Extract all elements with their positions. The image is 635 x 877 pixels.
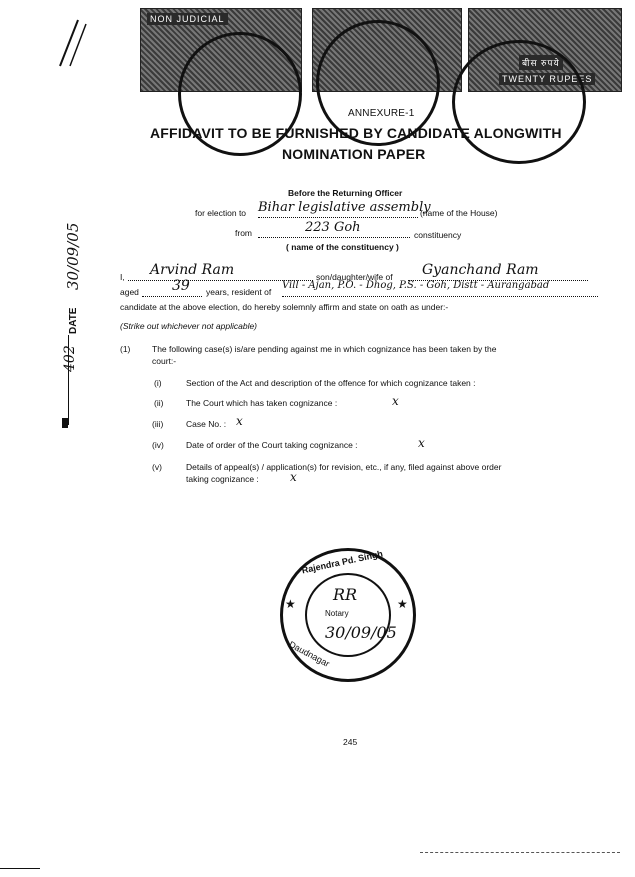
page-number: 245 [343, 737, 358, 747]
constituency-note: ( name of the constituency ) [286, 242, 399, 252]
margin-mark [62, 418, 68, 428]
notary-stamp-top-text: Rajendra Pd. Singh [300, 548, 384, 576]
years-label: years, resident of [206, 287, 272, 297]
from-value: 223 Goh [305, 220, 361, 235]
strike-note: (Strike out whichever not applicable) [120, 321, 258, 331]
declarant-prefix: I, [120, 272, 125, 282]
before-officer-text: Before the Returning Officer [288, 188, 403, 198]
subitem-number: (ii) [154, 398, 164, 408]
declarant-father: Gyanchand Ram [422, 262, 539, 278]
subitem-mark: x [290, 470, 297, 484]
from-suffix: constituency [414, 230, 462, 240]
subitem-number: (i) [154, 378, 162, 388]
aged-label: aged [120, 287, 139, 297]
bottom-edge-rule [0, 868, 40, 869]
cancellation-seal-3 [452, 40, 586, 164]
notary-signature: RR [333, 585, 358, 604]
age-underline [142, 296, 202, 297]
stamp-paper-right-hindi: बीस रुपये [519, 55, 563, 70]
subitem-text: Section of the Act and description of the offence for which cognizance taken : [186, 378, 476, 388]
election-prefix: for election to [195, 208, 247, 218]
election-value: Bihar legislative assembly [258, 200, 431, 215]
pen-stroke-mark [58, 18, 88, 68]
election-underline [258, 217, 418, 218]
margin-date-label: DATE [68, 307, 79, 334]
declarant-age: 39 [172, 278, 190, 294]
stamp-paper-right-text: TWENTY RUPEES [499, 73, 595, 85]
item1-number: (1) [120, 344, 131, 354]
notary-date: 30/09/05 [325, 623, 397, 642]
subitem-text: The Court which has taken cognizance : [186, 398, 338, 408]
margin-number: 402 [62, 345, 78, 372]
notary-label: Notary [325, 609, 349, 618]
subitem-text: Date of order of the Court taking cognizance : [186, 440, 358, 450]
address-underline [282, 296, 598, 297]
star-icon: ★ [397, 597, 408, 611]
declarant-statement: candidate at the above election, do hereby solemnly affirm and state on oath as under:- [120, 302, 449, 312]
bottom-edge-rule-right [420, 852, 620, 853]
notary-stamp-side-text: Daudnagar [287, 639, 332, 669]
subitem-mark: x [236, 414, 243, 428]
stamp-paper-left-text: NON JUDICIAL [147, 13, 228, 25]
subitem-number: (iv) [152, 440, 164, 450]
subitem-number: (v) [152, 462, 162, 472]
star-icon: ★ [285, 597, 296, 611]
item1-text-line2: court:- [152, 356, 177, 366]
subitem-mark: x [392, 394, 399, 408]
notary-stamp [280, 548, 416, 682]
document-title-line2: NOMINATION PAPER [282, 146, 426, 162]
document-title-line1: AFFIDAVIT TO BE FURNISHED BY CANDIDATE ALONGWITH [150, 125, 562, 141]
margin-date-value: 30/09/05 [64, 222, 82, 290]
subitem-text: Details of appeal(s) / application(s) for revision, etc., if any, filed against above order [186, 462, 502, 472]
declarant-address: Vill - Ajan, P.O. - Dhog, P.S. - Goh, Distt - Aurangabad [282, 280, 550, 291]
election-suffix: (name of the House) [420, 208, 498, 218]
subitem-mark: x [418, 436, 425, 450]
declarant-name: Arvind Ram [150, 262, 235, 278]
declarant-relation: son/daughter/wife of [316, 272, 393, 282]
subitem-text-continued: taking cognizance : [186, 474, 259, 484]
item1-text-line1: The following case(s) is/are pending against me in which cognizance has been taken by the [152, 344, 497, 354]
margin-rule [68, 335, 70, 425]
from-prefix: from [235, 228, 252, 238]
subitem-text: Case No. : [186, 419, 227, 429]
subitem-number: (iii) [152, 419, 164, 429]
annexure-label: ANNEXURE-1 [348, 108, 415, 119]
from-underline [258, 237, 410, 238]
